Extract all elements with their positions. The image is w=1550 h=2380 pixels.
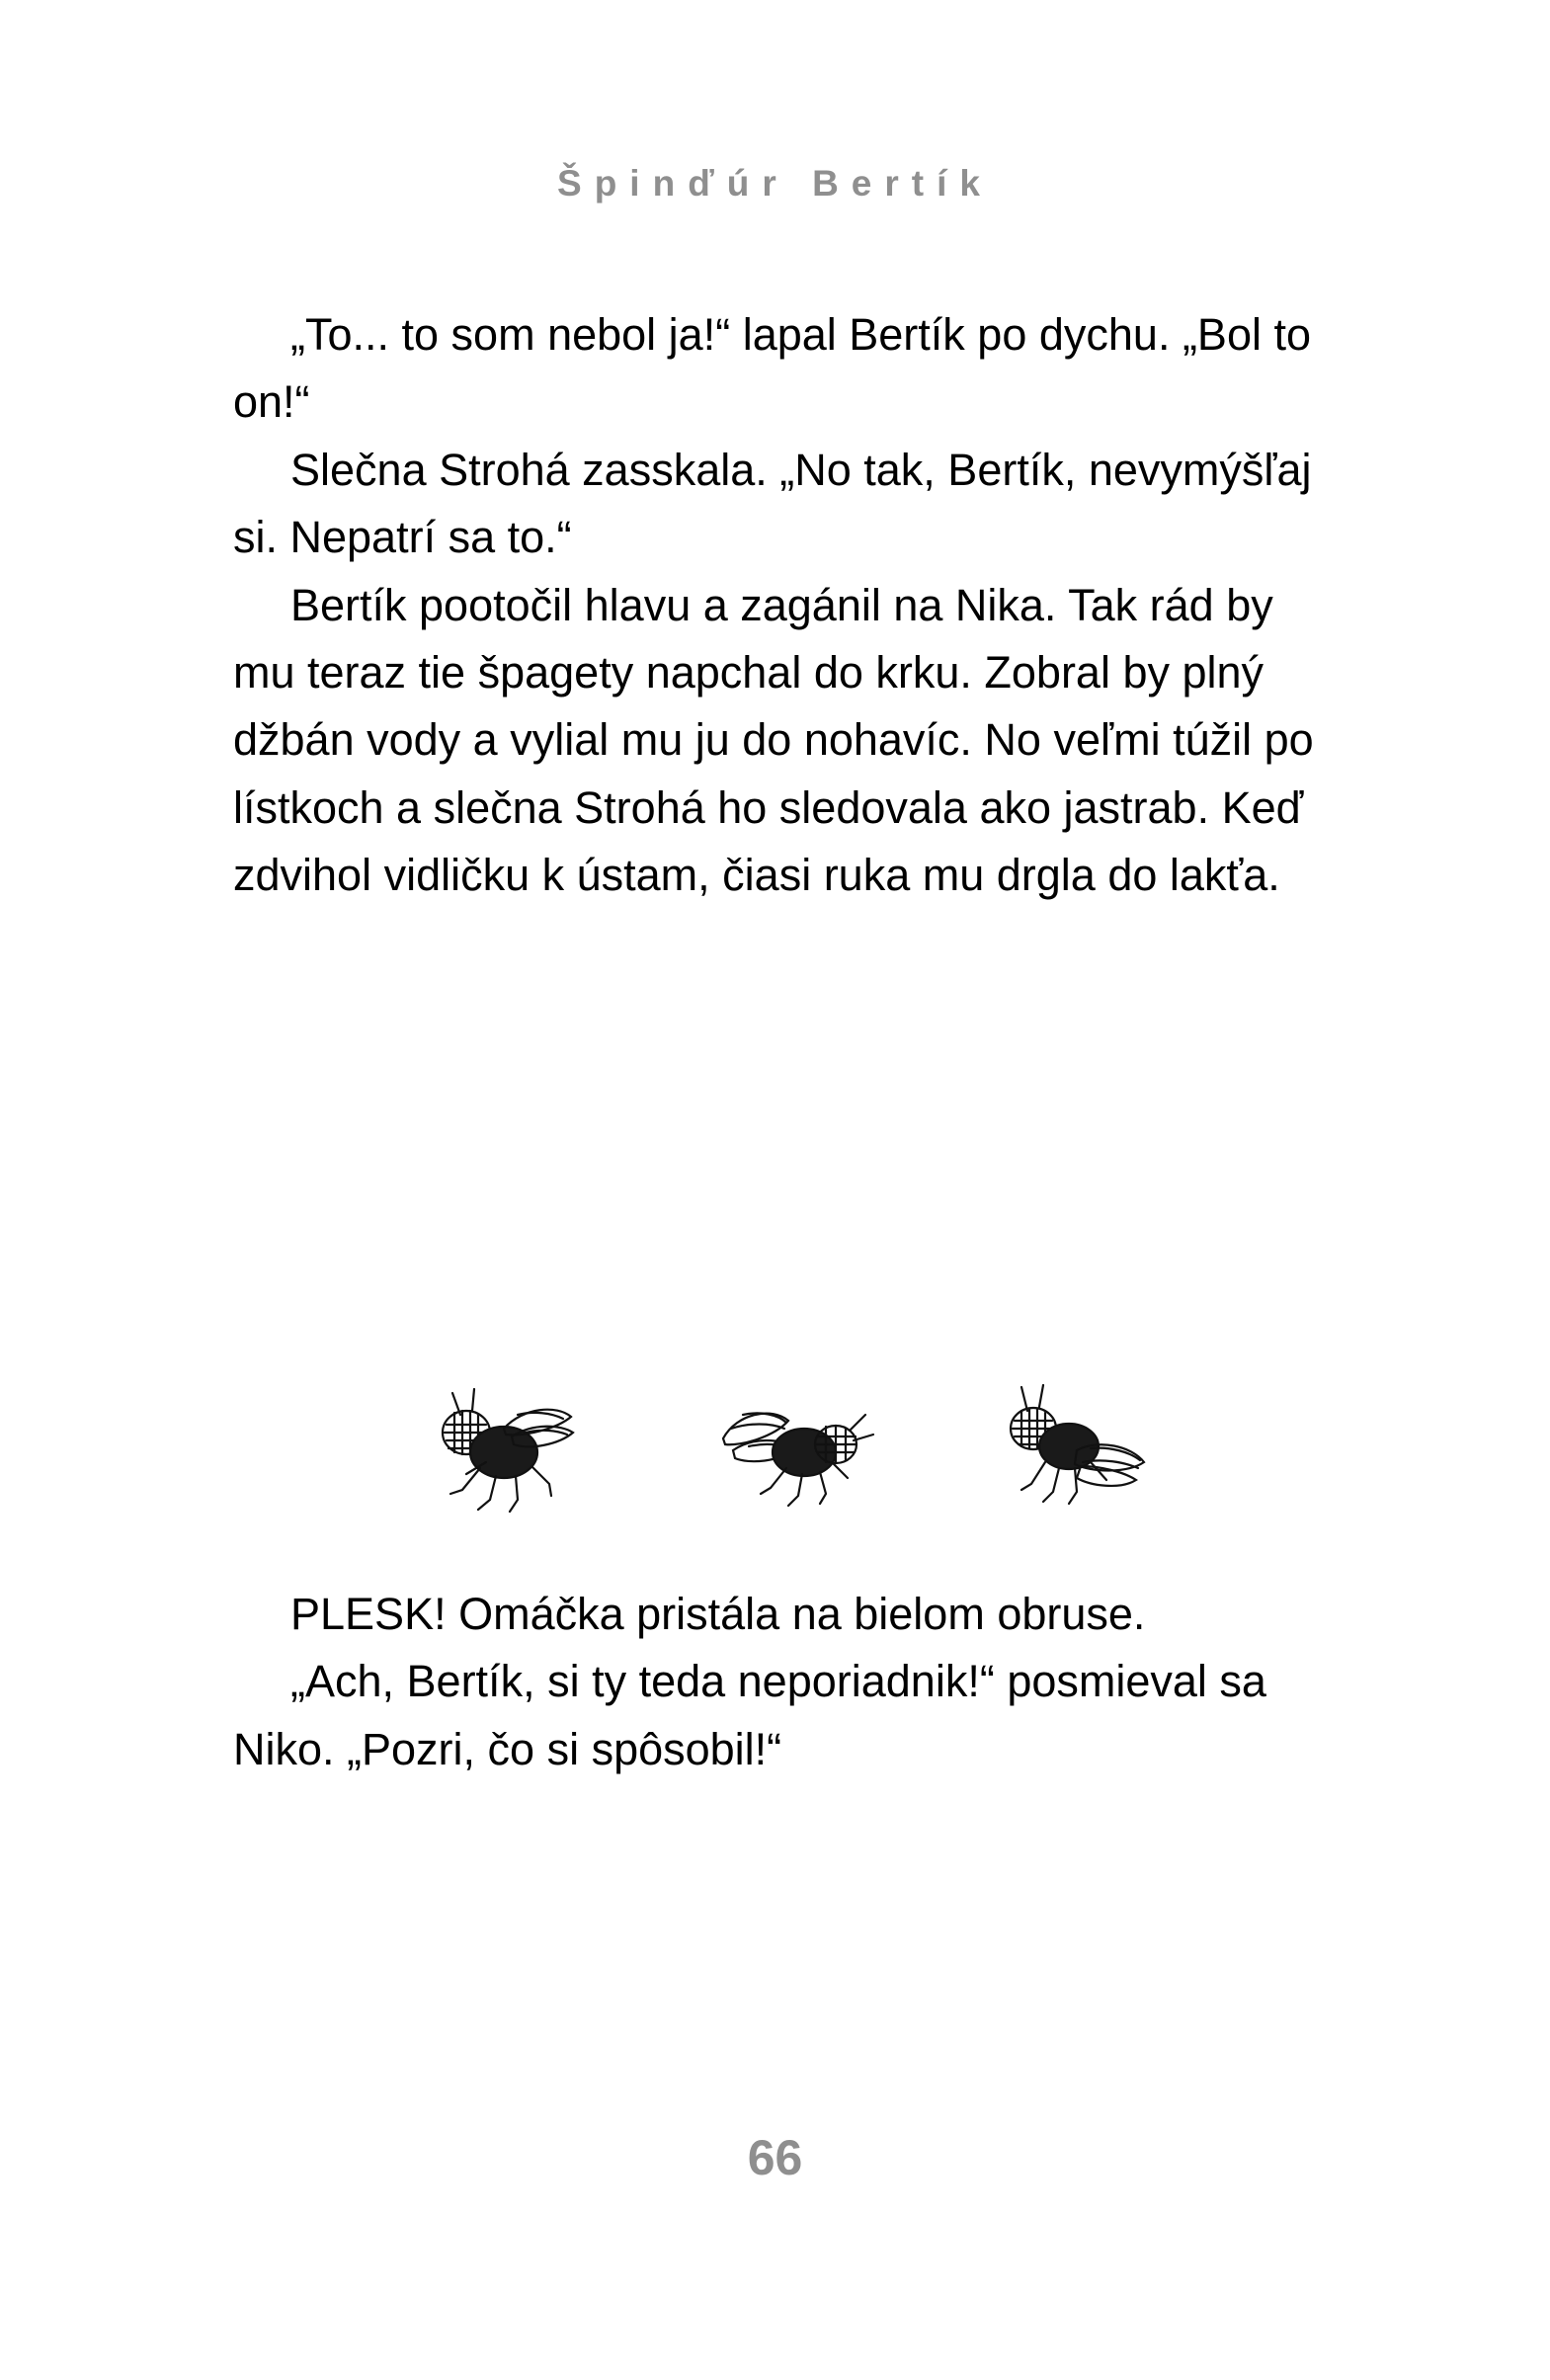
paragraph bbox=[233, 437, 1340, 572]
running-head: Špinďúr Bertík bbox=[557, 163, 993, 204]
paragraph-text: „Ach, Bertík, si ty teda neporiadnik!“ posmieval sa Niko. „Pozri, čo si spôsobil!“ bbox=[233, 1656, 1266, 1774]
fly-illustration-2 bbox=[688, 1371, 885, 1529]
fly-illustration-group bbox=[233, 1352, 1340, 1549]
paragraph-text: PLESK! Omáčka pristála na bielom obruse. bbox=[290, 1589, 1146, 1639]
paragraph bbox=[233, 301, 1340, 437]
page-number: 66 bbox=[747, 2130, 803, 2185]
paragraph-text: Slečna Strohá zasskala. „No tak, Bertík, nevymýšľaj si. Nepatrí sa to.“ bbox=[233, 444, 1312, 563]
fly-illustration-1 bbox=[401, 1371, 599, 1529]
paragraph bbox=[233, 572, 1340, 910]
body-text-top bbox=[233, 301, 1340, 910]
paragraph-text: Bertík pootočil hlavu a zagánil na Nika. Tak rád by mu teraz tie špagety napchal do krku. Zobral by plný džbán vody a vylial mu ju do nohavíc. No veľmi túžil po lístkoch a slečna Strohá ho sledovala ako jastrab. Keď zdvihol vidličku k ústam, čiasi ruka mu drgla do lakťa. bbox=[233, 579, 1314, 901]
paragraph bbox=[233, 1581, 1340, 1648]
body-text-bottom bbox=[233, 1581, 1340, 1783]
paragraph bbox=[233, 1648, 1340, 1783]
paragraph-text: „To... to som nebol ja!“ lapal Bertík po dychu. „Bol to on!“ bbox=[233, 309, 1312, 428]
fly-illustration-3 bbox=[974, 1371, 1172, 1529]
